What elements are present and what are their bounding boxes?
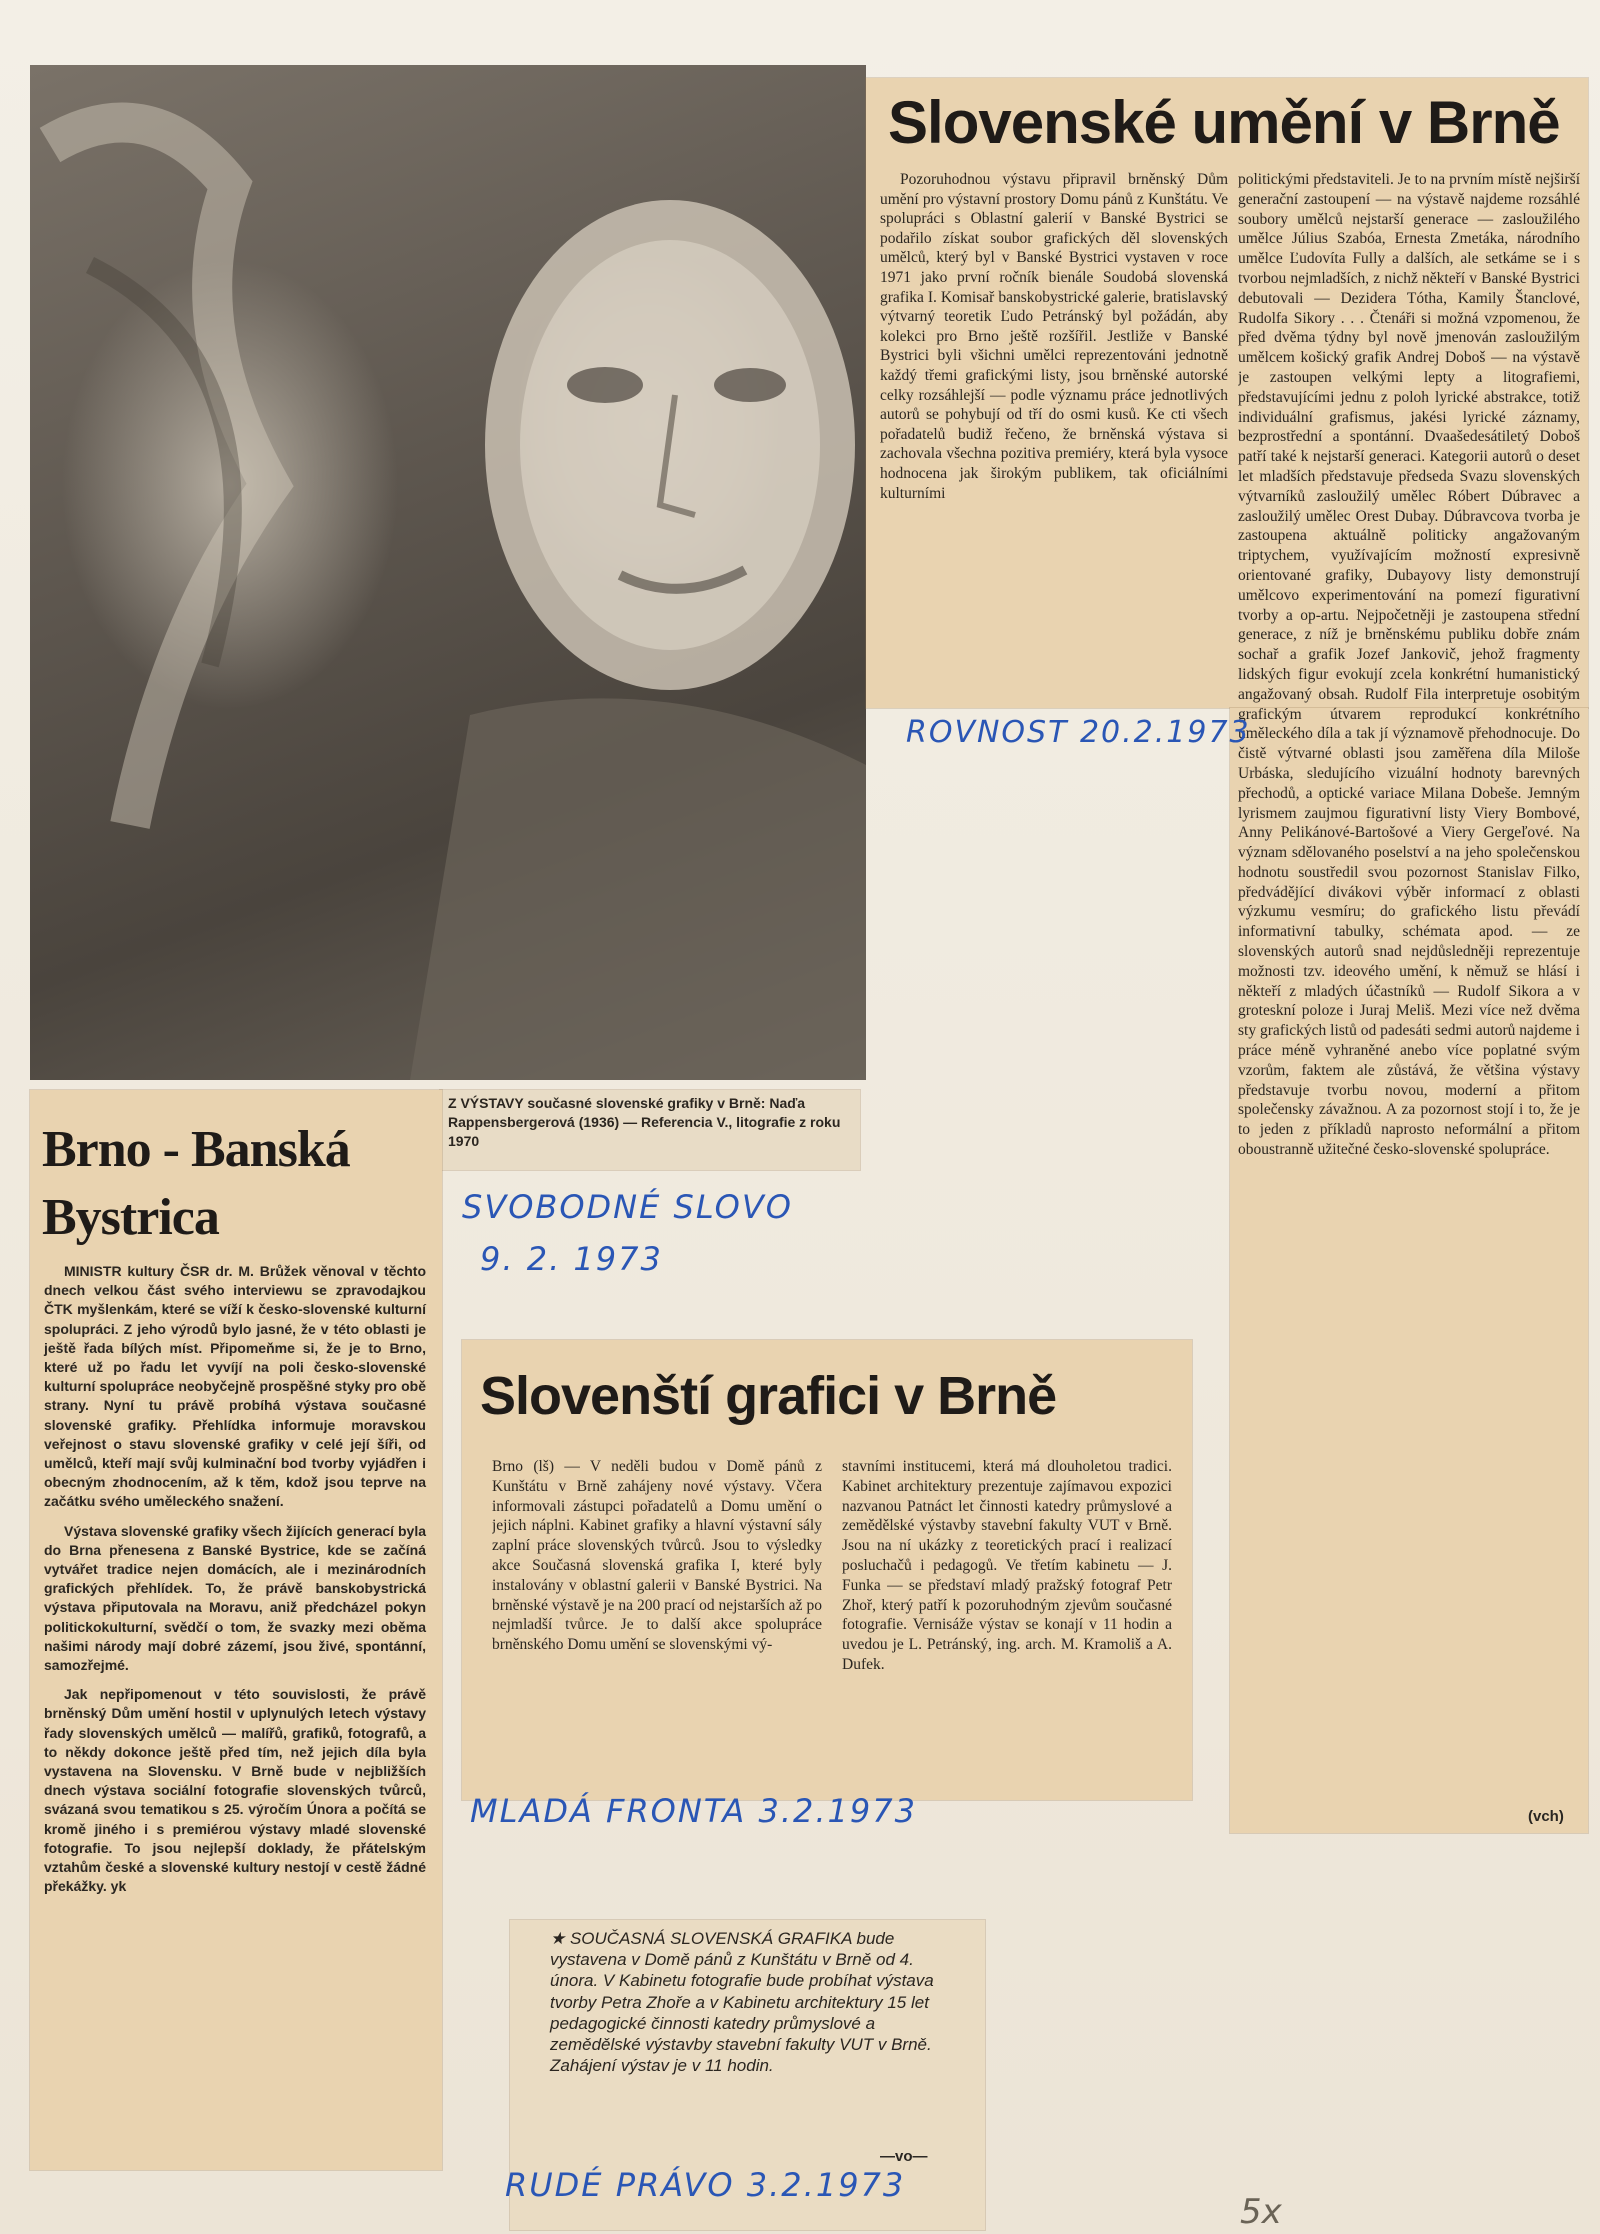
exhibition-photo	[30, 65, 866, 1080]
mlada-fronta-column-2: stavními institucemi, která má dlouholetou tradici. Kabinet architektury prezentuje zajímavou expozici nazvanou Patnáct let činnosti katedry průmyslové a zemědělské výstavby stavební fakulty VUT v Brně. Jsou na ní ukázky z teoretických prací i realizací posluchačů i pedagogů. Ve třetím kabinetu — J. Funka — se představí mladý pražský fotograf Petr Zhoř, který patří k pozoruhodným zjevům současné fotografie. Vernisáže výstav se konají v 11 hodin a uvedou je L. Petránský, ing. arch. M. Kramoliš a A. Dufek.	[842, 1458, 1172, 1673]
paragraph-2: Výstava slovenské grafiky všech žijících generací byla do Brna přenesena z Banské Bystrice, kde se začíná vytvářet tradice nejen domácích, ale i mezinárodních grafických přehlídek. To, že právě banskobystrická výstava připutovala na Moravu, aniž předcházel pokyn politickokulturní, svědčí o tom, že svazky mezi oběma našimi národy mají dobré zázemí, jsou živé, spontánní, samozřejmé.	[44, 1522, 426, 1674]
photo-caption-box	[440, 1090, 860, 1170]
page-note: 5x	[1240, 2192, 1282, 2232]
annotation-rude-pravo: RUDÉ PRÁVO 3.2.1973	[505, 2166, 906, 2204]
rude-pravo-text: ★ SOUČASNÁ SLOVENSKÁ GRAFIKA bude vystavena v Domě pánů z Kunštátu v Brně od 4. února. V Kabinetu fotografie bude probíhat výstava tvorby Petra Zhoře a v Kabinetu architektury 15 let pedagogické činnosti katedry průmyslové a zemědělské výstavby stavební fakulty VUT v Brně. Zahájení výstav je v 11 hodin.	[550, 1929, 934, 2076]
annotation-rovnost: ROVNOST 20.2.1973	[906, 715, 1251, 750]
rovnost-column-2: politickými představiteli. Je to na prvním místě nejširší generační zastoupení — na výstavě najdeme rozsáhlé soubory umělců nejstarší generace — zasloužilého umělce Július Szabóa, Ernesta Zmetáka, národního umělce Ľudovíta Fully a dalších, ale setkáme se i s tvorbou nejmladších, z nichž někteří v Banské Bystrici debutovali — Dezidera Tótha, Kamily Štanclové, Rudolfa Sikory . . . Čtenáři si možná vzpomenou, že před dvěma týdny byl nově jmenován zasloužilým umělcem košický grafik Andrej Doboš — na výstavě je zastoupen velkými lepty a litografiemi, představujícími jednu z poloh lyrické abstrakce, totiž individuální grafismus, jakési lyrické záznamy, bezprostřední a spontánní. Dvaašedesátiletý Doboš patří také k nejstarší generaci. Kategorii autorů o deset let mladších představuje předseda Svazu slovenských výtvarníků zasloužilý umělec Róbert Dúbravec a zasloužilý umělec Orest Dubay. Dúbravcova tvorba je zastoupena aktuálně politicky angažovaným triptychem, využívajícím možností expresivně orientované grafiky, Dubayovy listy demonstrují umělcovo experimentování na pomezí figurativní tvorby a op-artu. Nejpočetněji je zastoupena střední generace, z níž je brněnskému publiku dobře znám sochař a grafik Jozef Jankovič, jehož fragmenty lidských figur evokují zcela konkrétní humanistický angažovaný obsah. Rudolf Fila interpretuje osobitým grafickým útvarem reprodukcí konkrétního uměleckého díla a tak jí významově přehodnocuje. Do čistě výtvarné oblasti jsou zaměřena díla Miloše Urbáska, sledujícího vizuální hodnoty barevných přechodů, a optické variace Milana Dobeše. Jemným lyrismem zaujmou figurativní listy Viery Bombové, Anny Pelikánové-Bartošové a Viery Gergeľové. Na význam sdělovaného poselství a na jeho společenskou hodnotu soustředil svou pozornost Stanislav Filko, předvádějící divákovi výběr informací z oblasti výzkumu vesmíru; do grafického listu převádí informativní tabulky, schémata apod. — ze slovenských autorů snad nejdůsledněji reprezentuje možnosti tzv. ideového umění, k němuž se hlásí i někteří z mladých účastníků — Rudolf Sikora a v groteskní poloze i Juraj Meliš. Mezi více než dvěma sty grafických listů od padesáti sedmi autorů najdeme i práce méně vyhraněné anebo více poplatné svým vzorům, faktem ale zůstává, že většina výstavy představuje tvorbu novou, moderní a přitom společensky závažnou. A za pozornost stojí i to, že je to jeden z příkladů naprosto neformální a přitom oboustranně užitečné česko-slovenské spolupráce.	[1238, 171, 1580, 1159]
headline-slovensti-grafici: Slovenští grafici v Brně	[480, 1366, 1057, 1426]
annotation-svobodne-slovo-date: 9. 2. 1973	[480, 1240, 663, 1278]
paragraph-3: Jak nepřipomenout v této souvislosti, že právě brněnský Dům umění hostil v uplynulých letech výstavy řady slovenských umělců — malířů, grafiků, fotografů, a to někdy dokonce ještě před tím, než jejich díla byla vystavena na Slovensku. V Brně bude v nejbližších dnech výstava sociální fotografie slovenských tvůrců, svázaná svou tematikou s 25. výročím Února a počítá se kromě jiného i s premiérou výstavy mladé slovenské fotografie. To jsou nejlepší doklady, že přátelským vztahům české a slovenské kultury nestojí v cestě žádné překážky. yk	[44, 1686, 426, 1895]
clipping-mlada-fronta	[462, 1340, 1192, 1800]
headline-slovenske-umeni: Slovenské umění v Brně	[888, 89, 1560, 156]
rovnost-signature: (vch)	[1528, 1808, 1564, 1825]
rude-pravo-signature: —vo—	[880, 2148, 928, 2165]
annotation-mlada-fronta: MLADÁ FRONTA 3.2.1973	[470, 1792, 917, 1830]
headline-brno-banska: Brno - Banská	[42, 1121, 350, 1178]
article-brno-banska-bystrica	[30, 1090, 442, 2170]
clipping-svobodne-slovo	[30, 65, 866, 1160]
portrait-artwork	[30, 65, 866, 1080]
photo-caption: Z VÝSTAVY současné slovenské grafiky v Brně: Naďa Rappensbergerová (1936) — Referencia V., litografie z roku 1970	[448, 1095, 841, 1149]
rovnost-column-1: Pozoruhodnou výstavu připravil brněnský Dům umění pro výstavní prostory Domu pánů z Kunštátu. Ve spolupráci s Oblastní galerií v Banské Bystrici se podařilo získat soubor grafických děl slovenských umělců, který byl v Banské Bystrici vystaven v roce 1971 jako první ročník bienále Soudobá slovenská grafika I. Komisař banskobystrické galerie, bratislavský výtvarný teoretik Ľudo Petránský byl požádán, aby kolekci pro Brno ještě rozšířil. Jestliže v Banské Bystrici byli všichni umělci reprezentováni jednotně každý třemi grafickými listy, jsou brněnské autorské celky rozsáhlejší — podle významu práce jednotlivých autorů se pohybují od tří do osmi kusů. Ke cti všech pořadatelů budiž řečeno, že brněnská výstava si zachovala všechna pozitiva premiéry, která byla vysoce hodnocena jak širokým publikem, tak oficiálními kulturními	[880, 171, 1228, 502]
paragraph-1: MINISTR kultury ČSR dr. M. Brůžek věnoval v těchto dnech velkou část svého interviewu se zpravodajkou ČTK myšlenkám, které se víží k česko-slovenské kulturní spolupráci. Z jeho výrodů bylo jasné, že v této oblasti je ještě řada bílých míst. Připomeňme si, že je to Brno, které už po řadu let vyvíjí na poli česko-slovenské kulturní spolupráce neobyčejně prospěšné styky pro obě strany. Nyní tu právě probíhá výstava současné slovenské grafiky. Přehlídka informuje moravskou veřejnost o stavu slovenské grafiky v celé její šíři, od umělců, kteří mají svůj kulminační bod tvorby vyjádřen i obecným zhodnocením, až k těm, kdož jsou teprve na začátku svého uměleckého snažení.	[44, 1263, 426, 1510]
headline-bystrica: Bystrica	[42, 1189, 219, 1246]
annotation-svobodne-slovo: SVOBODNÉ SLOVO	[462, 1188, 793, 1226]
mlada-fronta-column-1: Brno (lš) — V neděli budou v Domě pánů z Kunštátu v Brně zahájeny nové výstavy. Včera informovali zástupci pořadatelů a Domu umění o jejich náplni. Kabinet grafiky a hlavní výstavní sály zaplní práce slovenských tvůrců. Jsou to výsledky akce Současná slovenská grafika I, které byly instalovány v oblastní galerii v Banské Bystrici. Na brněnské výstavě je na 200 prací od nejstarších až po nejmladší tvůrce. Je to další akce spolupráce brněnského Domu umění se slovenskými vý-	[492, 1458, 822, 1654]
